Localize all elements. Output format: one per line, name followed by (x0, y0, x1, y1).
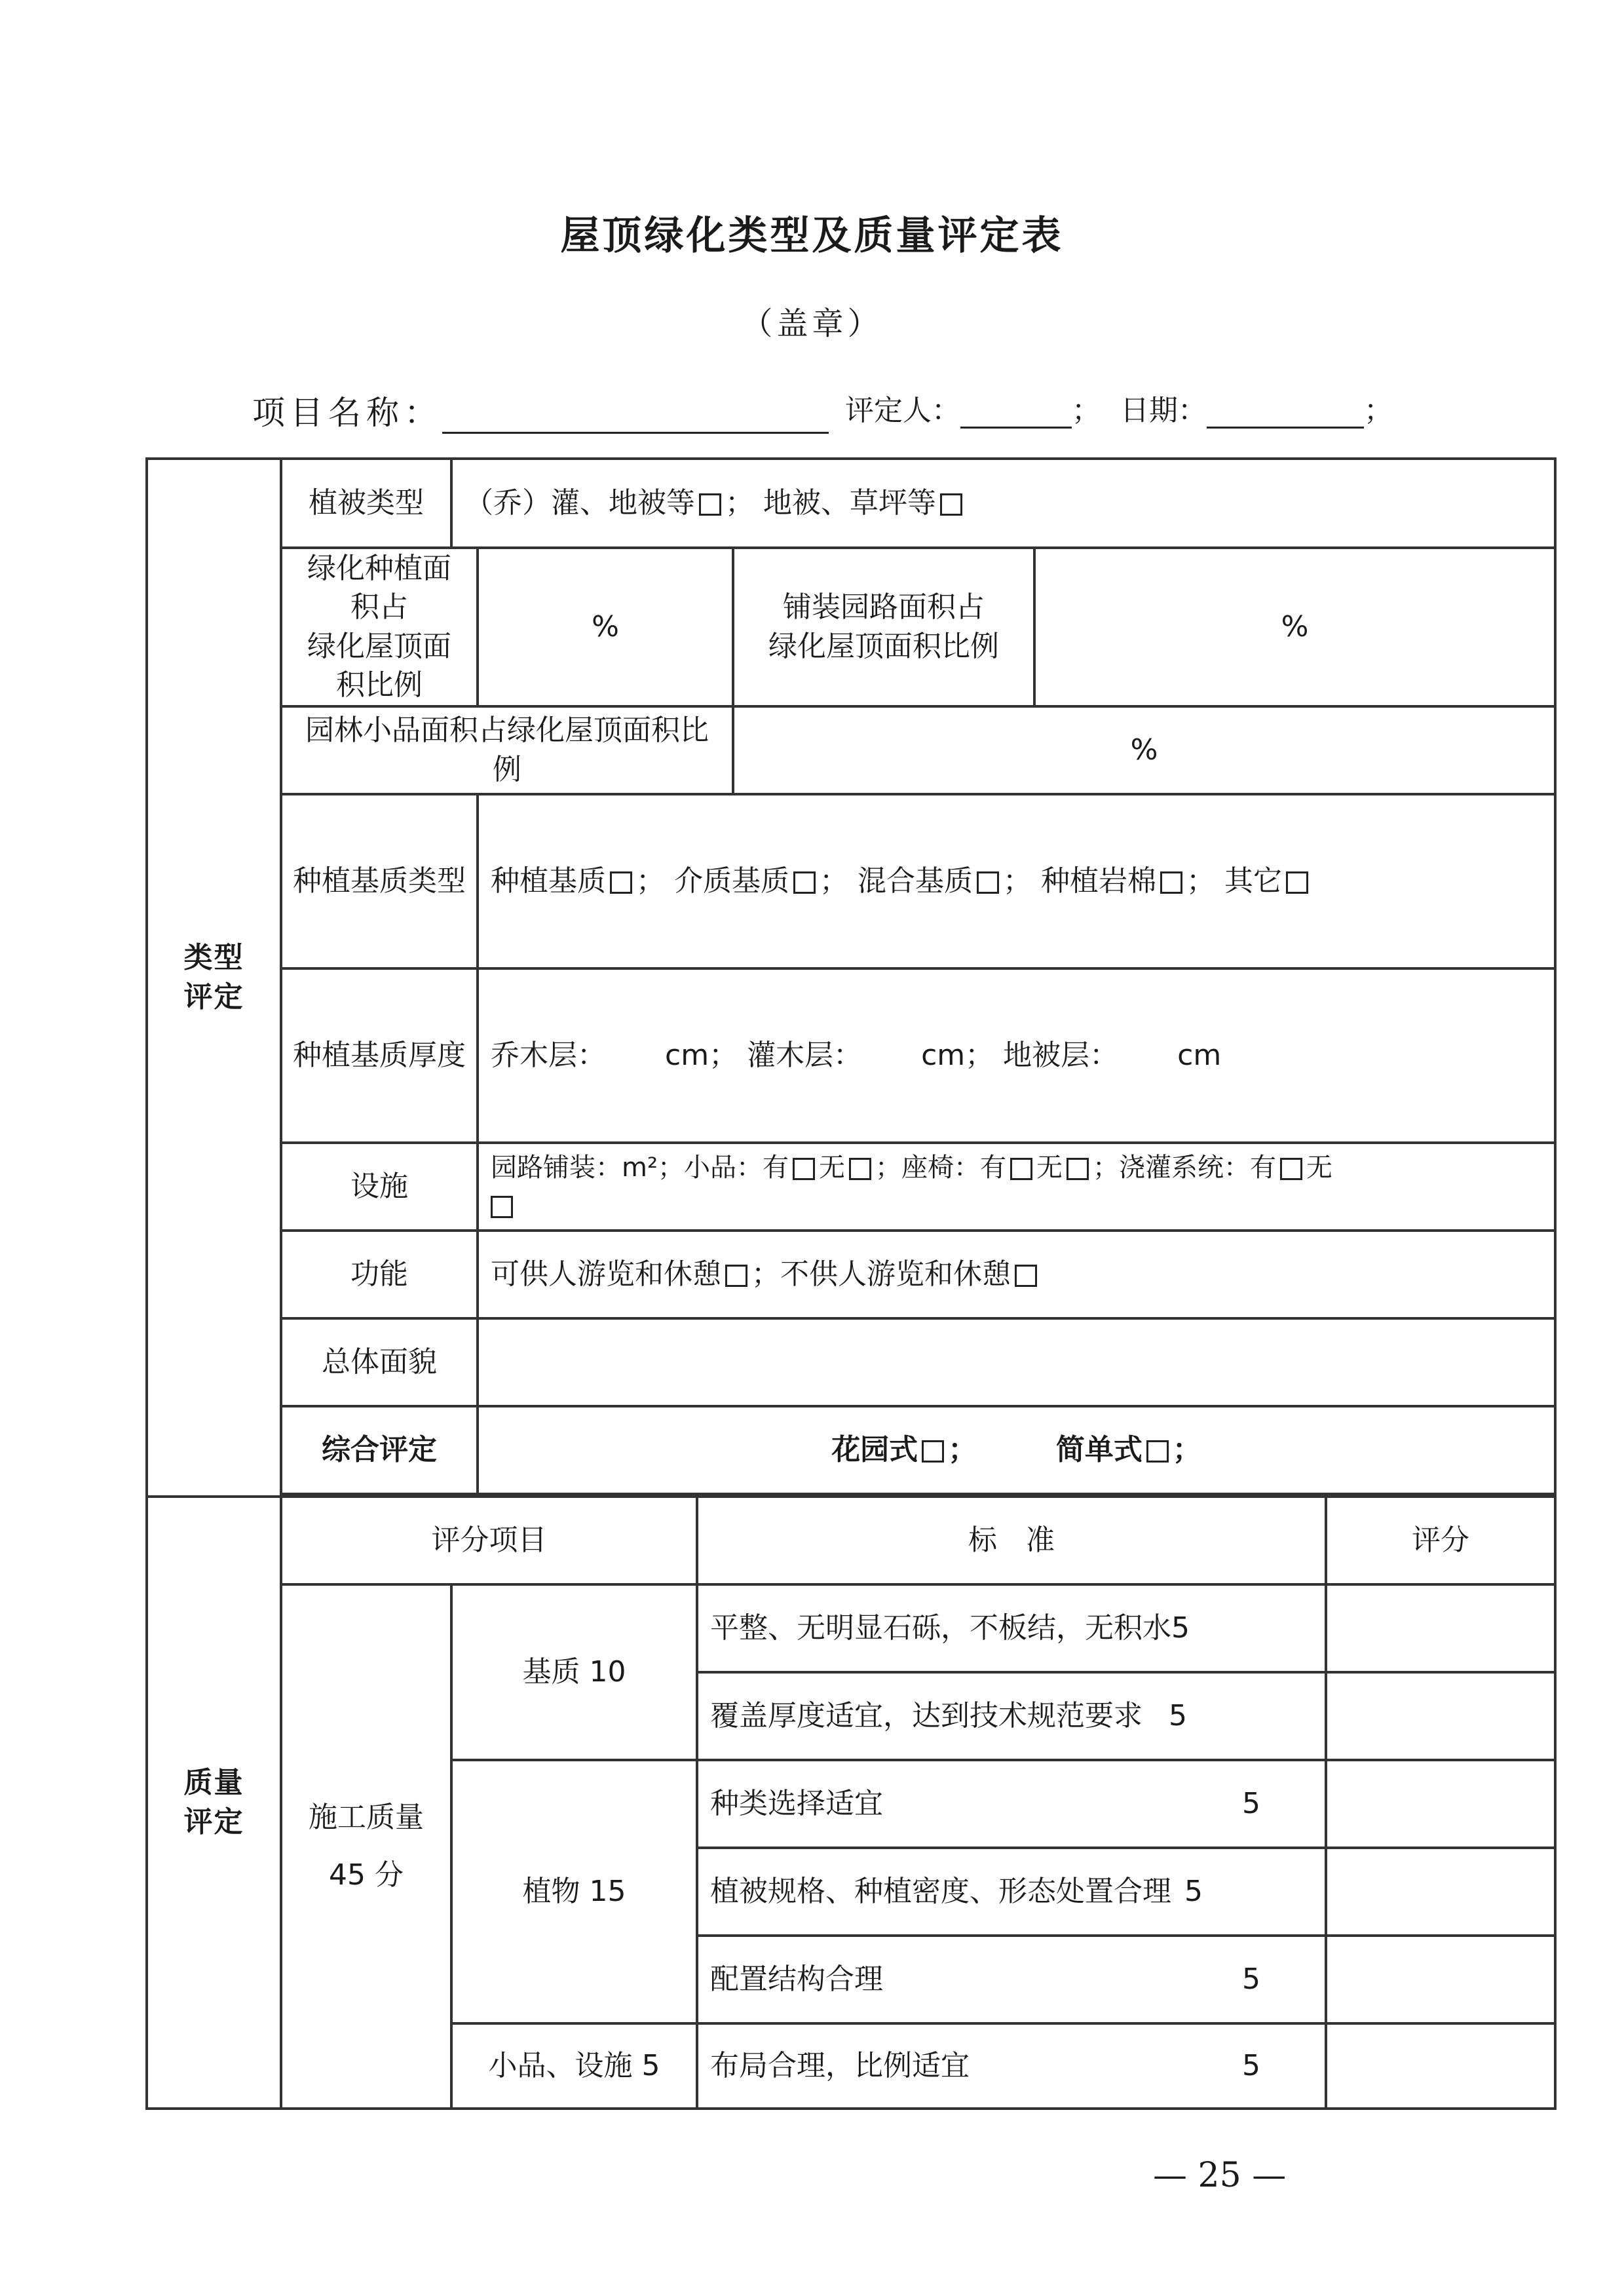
option-rock-wool: 种植岩棉 (1041, 864, 1156, 898)
criterion-label: 配置结构合理 (710, 1962, 883, 1996)
header-item: 评分项目 (281, 1497, 697, 1584)
seats-label: 座椅： (901, 1152, 980, 1183)
checkbox-not-accessible[interactable] (1015, 1265, 1037, 1287)
substrate-type-label: 种植基质类型 (281, 794, 478, 968)
overall-look-label: 总体面貌 (281, 1318, 478, 1406)
paving-area-value[interactable] (1034, 548, 1555, 706)
date-field (1120, 387, 1393, 429)
ground-layer-label: 地被层： (1003, 1038, 1119, 1072)
separator: ； (636, 864, 665, 898)
row-quality-header (147, 1497, 1555, 1584)
irrigation-label: 浇灌系统： (1119, 1152, 1250, 1183)
date-separator: ； (1364, 394, 1393, 427)
checkbox-medium-substrate[interactable] (793, 871, 816, 894)
date-label: 日期： (1120, 394, 1207, 427)
row-overall-look (147, 1318, 1555, 1406)
yes-label: 有 (980, 1152, 1006, 1183)
vegetation-type-options (451, 459, 1555, 548)
row-area-ratios (147, 548, 1555, 706)
function-label: 功能 (281, 1231, 478, 1318)
substrate-thickness-label: 种植基质厚度 (281, 968, 478, 1143)
row-overall-rating (147, 1406, 1555, 1494)
planting-area-label-line2: 绿化屋顶面积比例 (307, 629, 451, 702)
criterion-text (697, 1848, 1326, 1936)
date-input[interactable] (1207, 400, 1364, 429)
no-label: 无 (1036, 1152, 1063, 1183)
criterion-label: 植被规格、种植密度、形态处置合理 (710, 1874, 1171, 1908)
group-name: 小品、设施 5 (451, 2023, 697, 2109)
quality-label-line2: 评定 (183, 1805, 244, 1839)
evaluation-table (145, 457, 1557, 2110)
criterion-text (697, 1936, 1326, 2023)
checkbox-irrigation-no[interactable] (491, 1196, 513, 1218)
row-feature-area (147, 706, 1555, 794)
feature-area-label: 园林小品面积占绿化屋顶面积比例 (281, 706, 733, 794)
score-cell[interactable] (1326, 1760, 1555, 1848)
separator: ； (965, 1038, 994, 1072)
evaluator-input[interactable] (960, 400, 1072, 429)
criterion-label: 覆盖厚度适宜，达到技术规范要求 (710, 1698, 1142, 1732)
evaluator-separator: ； (1072, 394, 1101, 427)
row-vegetation-type (147, 459, 1555, 548)
separator: ； (658, 1152, 684, 1183)
row-substrate-type (147, 794, 1555, 968)
checkbox-seats-yes[interactable] (1010, 1158, 1032, 1180)
separator: ； (1186, 864, 1215, 898)
criterion-text (697, 1672, 1326, 1760)
paving-area-label-line2: 绿化屋顶面积比例 (768, 629, 999, 663)
option-mixed-substrate: 混合基质 (858, 864, 973, 898)
criterion-label: 种类选择适宜 (710, 1786, 883, 1820)
paving-label: 园路铺装： (491, 1152, 622, 1183)
row-function (147, 1231, 1555, 1318)
separator: ； (820, 864, 848, 898)
row-substrate-thickness (147, 968, 1555, 1143)
type-label-line1: 类型 (183, 941, 244, 975)
function-options (478, 1231, 1555, 1318)
evaluator-field (845, 387, 1101, 429)
project-name-label: 项目名称： (252, 394, 442, 432)
evaluator-label: 评定人： (845, 394, 960, 427)
checkbox-rock-wool[interactable] (1160, 871, 1182, 894)
criterion-points: 5 (1169, 1698, 1187, 1732)
score-cell[interactable] (1326, 1936, 1555, 2023)
group-name: 基质 10 (451, 1584, 697, 1760)
page-number: — 25 — (1153, 2156, 1287, 2195)
project-name-input[interactable] (442, 406, 829, 434)
square-meter-unit: m² (622, 1152, 658, 1183)
criterion-points: 5 (1242, 2048, 1260, 2082)
separator: ； (1003, 864, 1032, 898)
score-cell[interactable] (1326, 1584, 1555, 1672)
group-name: 植物 15 (451, 1760, 697, 2023)
criterion-points: 5 (1242, 1962, 1260, 1996)
option-simple-style: 简单式 (1055, 1432, 1142, 1466)
vegetation-type-label: 植被类型 (281, 459, 451, 548)
option-accessible: 可供人游览和休憩 (491, 1257, 721, 1291)
checkbox-other[interactable] (1286, 871, 1308, 894)
features-label: 小品： (684, 1152, 763, 1183)
checkbox-features-no[interactable] (849, 1158, 871, 1180)
option-planting-substrate: 种植基质 (491, 864, 606, 898)
separator: ； (948, 1432, 977, 1466)
paving-area-label-line1: 铺装园路面积占 (783, 590, 985, 624)
checkbox-garden-style[interactable] (922, 1440, 944, 1463)
feature-area-value[interactable] (733, 706, 1555, 794)
facilities-options (478, 1143, 1555, 1231)
no-label: 无 (1306, 1152, 1332, 1183)
checkbox-irrigation-yes[interactable] (1280, 1158, 1302, 1180)
separator: ； (725, 486, 754, 520)
separator: ； (1172, 1432, 1201, 1466)
percent-unit: % (1130, 733, 1158, 767)
checkbox-tree-shrub[interactable] (699, 493, 721, 516)
criterion-text (697, 1760, 1326, 1848)
type-label-line2: 评定 (183, 980, 244, 1014)
row-facilities (147, 1143, 1555, 1231)
checkbox-features-yes[interactable] (793, 1158, 815, 1180)
paving-area-label (733, 548, 1034, 706)
facilities-label: 设施 (281, 1143, 478, 1231)
cm-unit: cm (921, 1038, 966, 1072)
no-label: 无 (819, 1152, 845, 1183)
option-tree-shrub: （乔）灌、地被等 (464, 486, 695, 520)
document-title: 屋顶绿化类型及质量评定表 (560, 213, 1064, 259)
header-score: 评分 (1326, 1497, 1555, 1584)
header-standard: 标 准 (697, 1497, 1326, 1584)
separator: ； (709, 1038, 738, 1072)
score-cell[interactable] (1326, 1672, 1555, 1760)
checkbox-accessible[interactable] (725, 1265, 747, 1287)
yes-label: 有 (1250, 1152, 1276, 1183)
project-name-field (252, 387, 829, 434)
option-not-accessible: 不供人游览和休憩 (780, 1257, 1011, 1291)
type-section-label (147, 459, 281, 1497)
planting-area-label-line1: 绿化种植面积占 (307, 552, 451, 624)
criterion-points: 5 (1242, 1786, 1260, 1820)
substrate-thickness-fields (478, 968, 1555, 1143)
separator: ； (751, 1257, 780, 1291)
cm-unit: cm (1177, 1038, 1222, 1072)
row-criterion (147, 1584, 1555, 1672)
planting-area-value[interactable] (478, 548, 733, 706)
stamp-note: （盖章） (741, 305, 883, 342)
substrate-type-options (478, 794, 1555, 968)
cm-unit: cm (665, 1038, 709, 1072)
checkbox-seats-no[interactable] (1067, 1158, 1089, 1180)
criterion-label: 平整、无明显石砾，不板结，无积水 (710, 1611, 1171, 1645)
checkbox-mixed-substrate[interactable] (977, 871, 999, 894)
percent-unit: % (1281, 610, 1309, 644)
option-garden-style: 花园式 (831, 1432, 918, 1466)
percent-unit: % (592, 610, 619, 644)
separator: ； (875, 1152, 901, 1183)
option-medium-substrate: 介质基质 (674, 864, 789, 898)
shrub-layer-label: 灌木层： (747, 1038, 863, 1072)
yes-label: 有 (763, 1152, 789, 1183)
quality-label-line1: 质量 (183, 1766, 244, 1800)
criterion-text (697, 1584, 1326, 1672)
planting-area-label (281, 548, 478, 706)
checkbox-simple-style[interactable] (1146, 1440, 1169, 1463)
score-cell[interactable] (1326, 2023, 1555, 2109)
option-ground-lawn: 地被、草坪等 (763, 486, 936, 520)
overall-look-value[interactable] (478, 1318, 1555, 1406)
separator: ； (1093, 1152, 1119, 1183)
score-cell[interactable] (1326, 1848, 1555, 1936)
checkbox-planting-substrate[interactable] (610, 871, 632, 894)
criterion-points: 5 (1184, 1874, 1203, 1908)
checkbox-ground-lawn[interactable] (940, 493, 962, 516)
overall-rating-label: 综合评定 (281, 1406, 478, 1494)
option-other: 其它 (1224, 864, 1282, 898)
criterion-label: 布局合理，比例适宜 (710, 2048, 970, 2082)
construction-line1: 施工质量 (309, 1800, 424, 1834)
overall-rating-options (478, 1406, 1555, 1494)
quality-section-label (147, 1497, 281, 2109)
construction-quality-label (281, 1584, 451, 2109)
criterion-points: 5 (1171, 1611, 1190, 1645)
tree-layer-label: 乔木层： (491, 1038, 606, 1072)
criterion-text (697, 2023, 1326, 2109)
construction-line2: 45 分 (329, 1858, 404, 1892)
